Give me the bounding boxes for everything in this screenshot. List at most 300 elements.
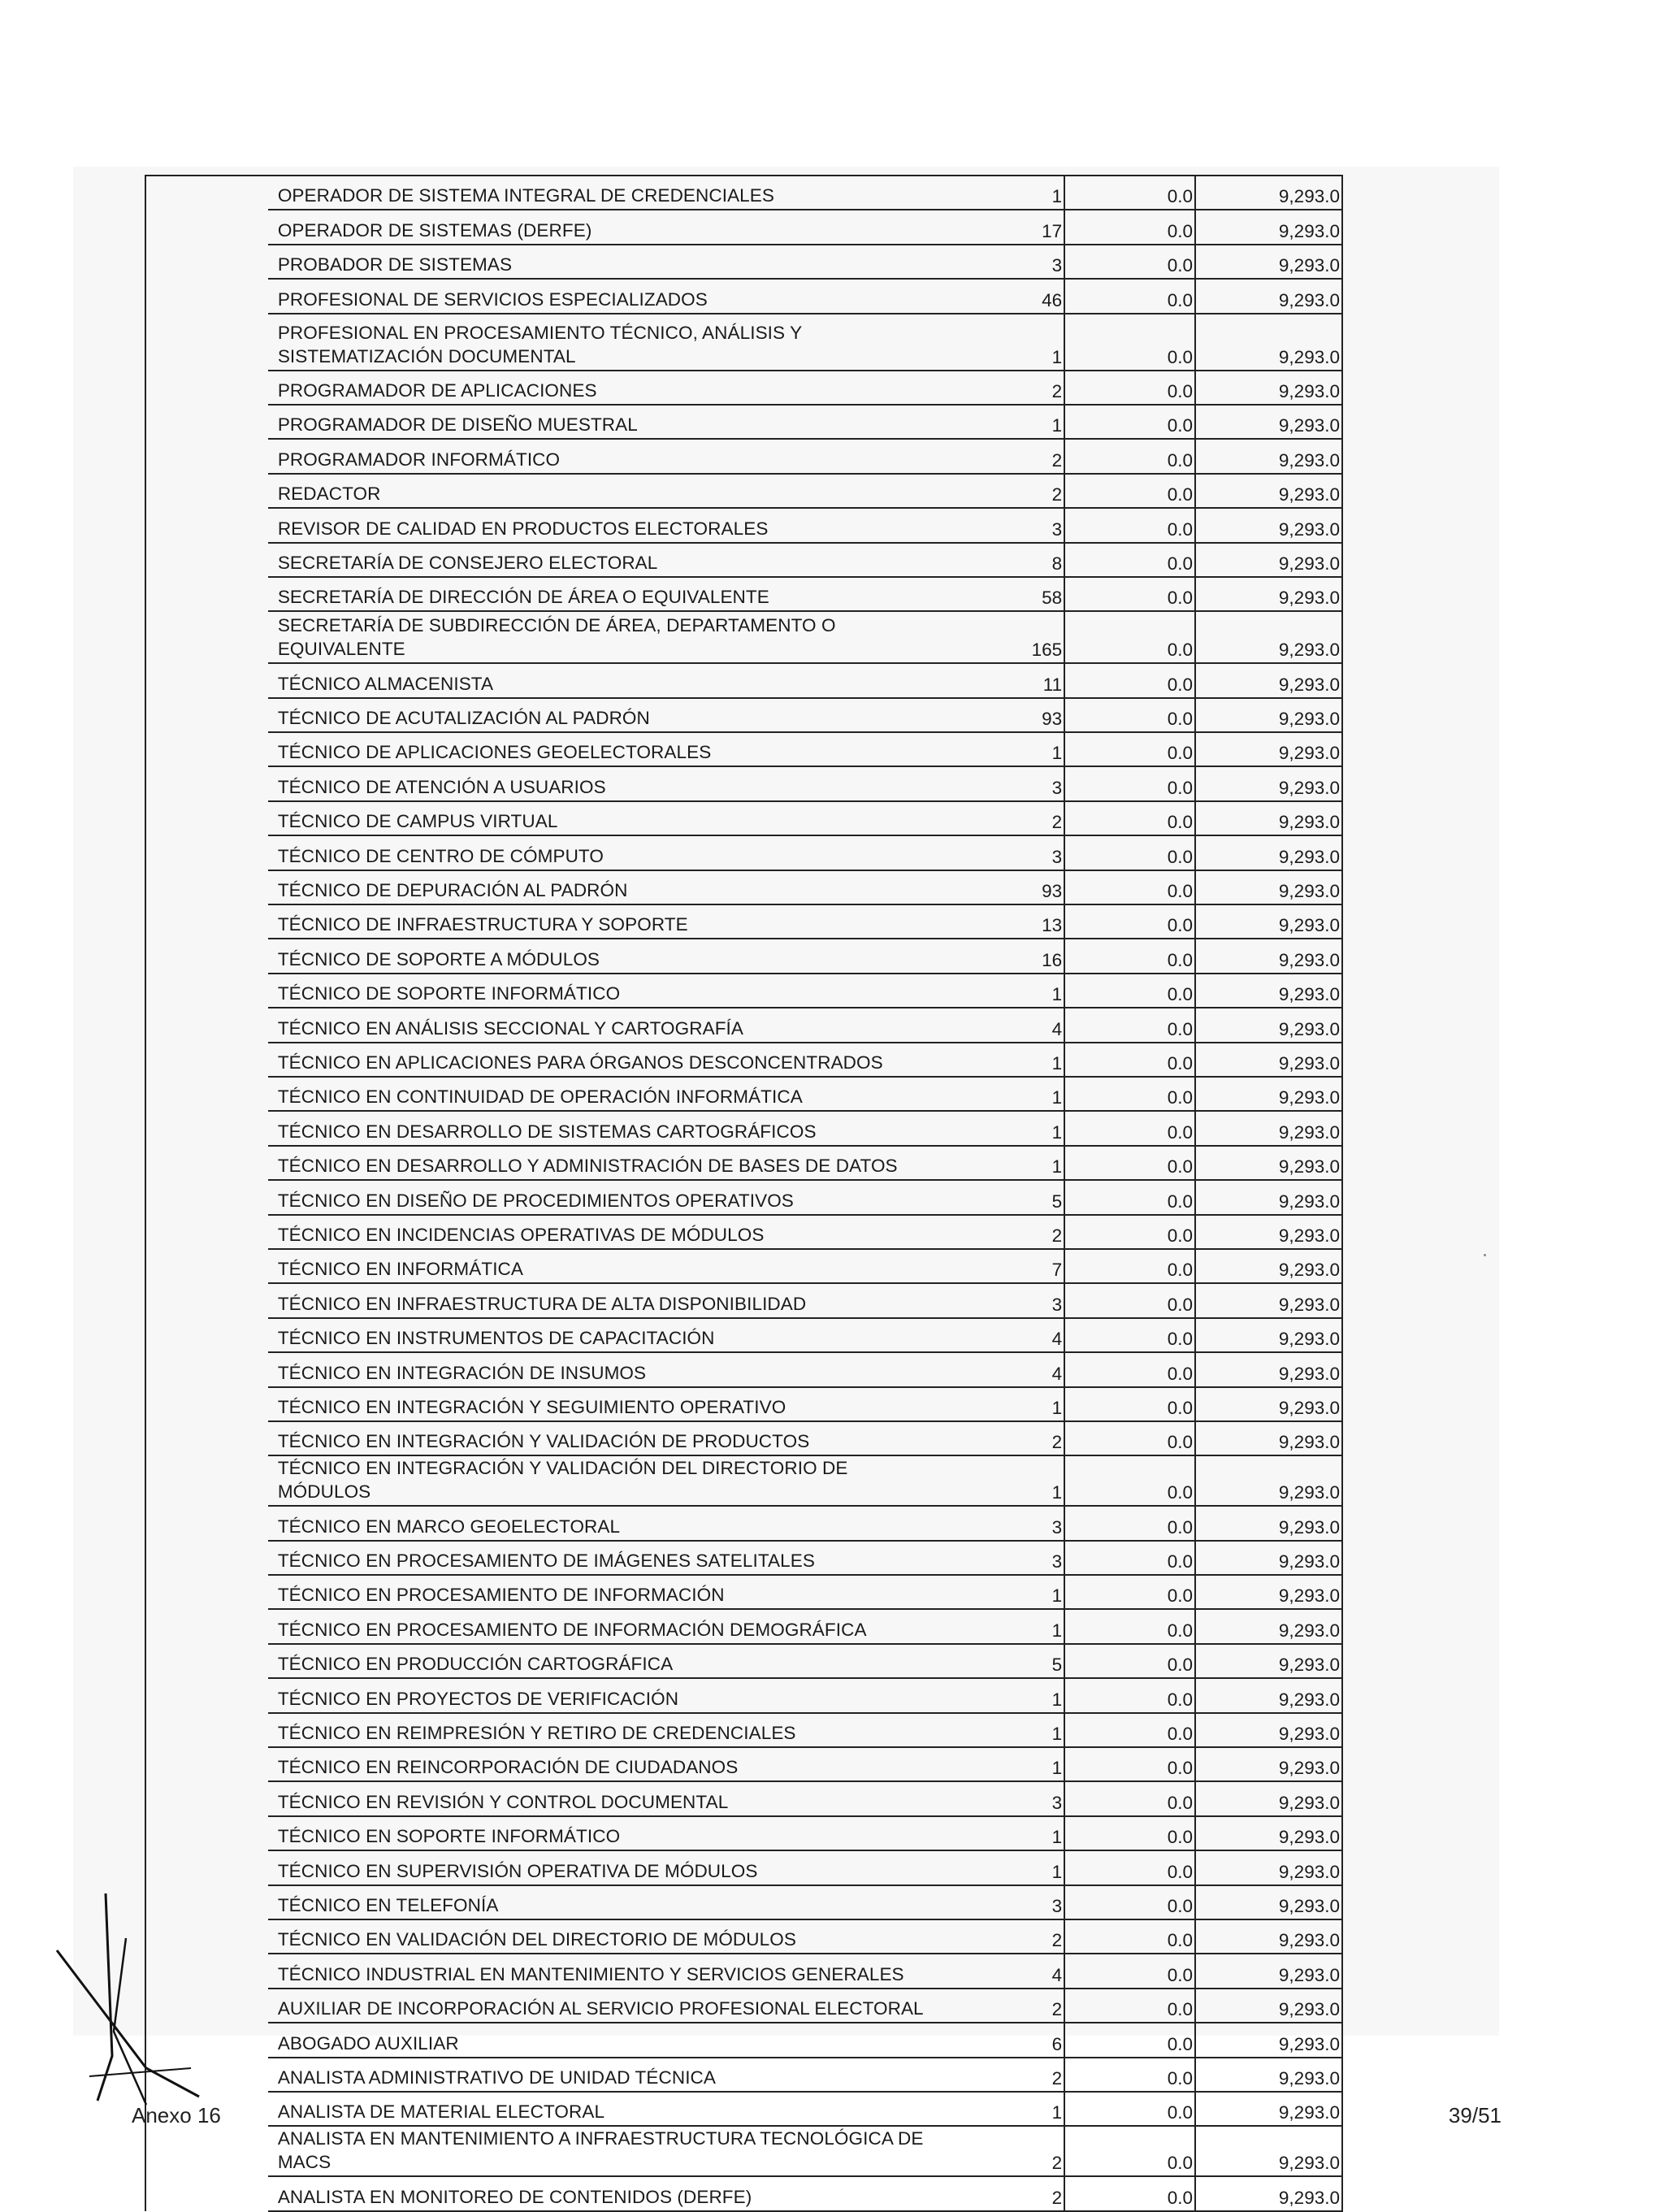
position-name: TÉCNICO EN SOPORTE INFORMÁTICO <box>268 1816 934 1850</box>
amount-a: 0.0 <box>1064 1885 1195 1919</box>
amount-b: 9,293.0 <box>1195 2176 1342 2210</box>
table-row <box>145 766 1342 800</box>
position-count: 165 <box>934 611 1064 663</box>
position-count: 1 <box>934 732 1064 766</box>
position-count: 1 <box>934 1609 1064 1643</box>
table-row <box>145 1919 1342 1954</box>
row-indent-cell <box>145 904 268 939</box>
amount-b: 9,293.0 <box>1195 1747 1342 1781</box>
amount-b: 9,293.0 <box>1195 1455 1342 1506</box>
row-indent-cell <box>145 1180 268 1214</box>
position-name: TÉCNICO EN INTEGRACIÓN Y VALIDACIÓN DE PRODUCTOS <box>268 1421 934 1455</box>
amount-b: 9,293.0 <box>1195 176 1342 210</box>
row-indent-cell <box>145 1421 268 1455</box>
amount-b: 9,293.0 <box>1195 1180 1342 1214</box>
row-indent-cell <box>145 1249 268 1283</box>
position-name: PROGRAMADOR DE DISEÑO MUESTRAL <box>268 405 934 439</box>
row-indent-cell <box>145 1747 268 1781</box>
amount-b: 9,293.0 <box>1195 1678 1342 1712</box>
position-name: ANALISTA ADMINISTRATIVO DE UNIDAD TÉCNICA <box>268 2058 934 2092</box>
amount-b: 9,293.0 <box>1195 698 1342 732</box>
amount-a: 0.0 <box>1064 2126 1195 2176</box>
table-row <box>145 1609 1342 1643</box>
position-name: TÉCNICO DE ATENCIÓN A USUARIOS <box>268 766 934 800</box>
position-name: AUXILIAR DE INCORPORACIÓN AL SERVICIO PROFESIONAL ELECTORAL <box>268 1989 934 2023</box>
position-count: 16 <box>934 939 1064 973</box>
amount-b: 9,293.0 <box>1195 1575 1342 1609</box>
position-name: TÉCNICO EN INTEGRACIÓN Y VALIDACIÓN DEL DIRECTORIO DE MÓDULOS <box>268 1455 934 1506</box>
position-name: TÉCNICO DE CENTRO DE CÓMPUTO <box>268 835 934 870</box>
position-name: TÉCNICO EN PROCESAMIENTO DE IMÁGENES SATELITALES <box>268 1541 934 1575</box>
position-count: 4 <box>934 1008 1064 1042</box>
row-indent-cell <box>145 474 268 508</box>
row-indent-cell <box>145 1352 268 1386</box>
amount-a: 0.0 <box>1064 870 1195 904</box>
table-row <box>145 577 1342 611</box>
position-count: 1 <box>934 1747 1064 1781</box>
table-row <box>145 1713 1342 1747</box>
amount-a: 0.0 <box>1064 1455 1195 1506</box>
table-row <box>145 698 1342 732</box>
position-count: 2 <box>934 2058 1064 2092</box>
table-row <box>145 1455 1342 1506</box>
row-indent-cell <box>145 439 268 473</box>
position-name: ANALISTA EN MONITOREO DE CONTENIDOS (DERFE) <box>268 2176 934 2210</box>
amount-b: 9,293.0 <box>1195 1215 1342 1249</box>
amount-a: 0.0 <box>1064 1506 1195 1540</box>
table-row <box>145 474 1342 508</box>
table-row <box>145 405 1342 439</box>
amount-b: 9,293.0 <box>1195 474 1342 508</box>
row-indent-cell <box>145 1678 268 1712</box>
table-row <box>145 210 1342 244</box>
position-count: 3 <box>934 1885 1064 1919</box>
amount-b: 9,293.0 <box>1195 1919 1342 1954</box>
amount-b: 9,293.0 <box>1195 904 1342 939</box>
amount-a: 0.0 <box>1064 245 1195 279</box>
position-name: TÉCNICO INDUSTRIAL EN MANTENIMIENTO Y SERVICIOS GENERALES <box>268 1954 934 1988</box>
position-name: TÉCNICO ALMACENISTA <box>268 663 934 697</box>
position-name: SECRETARÍA DE DIRECCIÓN DE ÁREA O EQUIVALENTE <box>268 577 934 611</box>
amount-b: 9,293.0 <box>1195 1541 1342 1575</box>
position-name: PROFESIONAL EN PROCESAMIENTO TÉCNICO, ANÁLISIS Y SISTEMATIZACIÓN DOCUMENTAL <box>268 314 934 371</box>
amount-b: 9,293.0 <box>1195 1077 1342 1111</box>
position-count: 46 <box>934 279 1064 313</box>
position-name: TÉCNICO EN REINCORPORACIÓN DE CIUDADANOS <box>268 1747 934 1781</box>
position-count: 3 <box>934 1541 1064 1575</box>
amount-a: 0.0 <box>1064 474 1195 508</box>
position-count: 1 <box>934 1077 1064 1111</box>
position-name: PROGRAMADOR DE APLICACIONES <box>268 371 934 405</box>
amount-b: 9,293.0 <box>1195 801 1342 835</box>
table-row <box>145 1249 1342 1283</box>
table-row <box>145 801 1342 835</box>
position-name: TÉCNICO EN VALIDACIÓN DEL DIRECTORIO DE MÓDULOS <box>268 1919 934 1954</box>
annex-label: Anexo 16 <box>132 2103 221 2127</box>
row-indent-cell <box>145 1215 268 1249</box>
amount-a: 0.0 <box>1064 210 1195 244</box>
amount-a: 0.0 <box>1064 1644 1195 1678</box>
amount-a: 0.0 <box>1064 663 1195 697</box>
amount-a: 0.0 <box>1064 766 1195 800</box>
amount-b: 9,293.0 <box>1195 577 1342 611</box>
position-count: 1 <box>934 1111 1064 1145</box>
table-row <box>145 1008 1342 1042</box>
amount-a: 0.0 <box>1064 1077 1195 1111</box>
position-count: 7 <box>934 1249 1064 1283</box>
position-name: TÉCNICO EN DESARROLLO Y ADMINISTRACIÓN DE BASES DE DATOS <box>268 1146 934 1180</box>
position-count: 1 <box>934 1146 1064 1180</box>
position-count: 1 <box>934 1850 1064 1885</box>
positions-table <box>145 175 1343 2212</box>
amount-b: 9,293.0 <box>1195 1318 1342 1352</box>
amount-a: 0.0 <box>1064 1111 1195 1145</box>
position-name: TÉCNICO EN REIMPRESIÓN Y RETIRO DE CREDENCIALES <box>268 1713 934 1747</box>
row-indent-cell <box>145 1043 268 1077</box>
position-name: REVISOR DE CALIDAD EN PRODUCTOS ELECTORALES <box>268 508 934 542</box>
row-indent-cell <box>145 405 268 439</box>
position-count: 1 <box>934 405 1064 439</box>
table-row <box>145 1541 1342 1575</box>
position-name: TÉCNICO EN REVISIÓN Y CONTROL DOCUMENTAL <box>268 1781 934 1815</box>
table-row <box>145 2023 1342 2057</box>
amount-a: 0.0 <box>1064 176 1195 210</box>
amount-b: 9,293.0 <box>1195 508 1342 542</box>
position-count: 93 <box>934 870 1064 904</box>
row-indent-cell <box>145 1816 268 1850</box>
table-row <box>145 1352 1342 1386</box>
amount-b: 9,293.0 <box>1195 1043 1342 1077</box>
position-name: TÉCNICO EN PRODUCCIÓN CARTOGRÁFICA <box>268 1644 934 1678</box>
row-indent-cell <box>145 974 268 1008</box>
table-row <box>145 2058 1342 2092</box>
table-row <box>145 904 1342 939</box>
row-indent-cell <box>145 1008 268 1042</box>
position-name: TÉCNICO EN INFRAESTRUCTURA DE ALTA DISPONIBILIDAD <box>268 1283 934 1317</box>
position-name: TÉCNICO DE INFRAESTRUCTURA Y SOPORTE <box>268 904 934 939</box>
amount-b: 9,293.0 <box>1195 2092 1342 2126</box>
table-row <box>145 1747 1342 1781</box>
amount-a: 0.0 <box>1064 1146 1195 1180</box>
amount-a: 0.0 <box>1064 1954 1195 1988</box>
table-row <box>145 1816 1342 1850</box>
amount-b: 9,293.0 <box>1195 245 1342 279</box>
table-row <box>145 1043 1342 1077</box>
position-name: ANALISTA EN MANTENIMIENTO A INFRAESTRUCTURA TECNOLÓGICA DE MACS <box>268 2126 934 2176</box>
row-indent-cell <box>145 371 268 405</box>
row-indent-cell <box>145 1455 268 1506</box>
position-name: TÉCNICO EN DISEÑO DE PROCEDIMIENTOS OPERATIVOS <box>268 1180 934 1214</box>
row-indent-cell <box>145 870 268 904</box>
amount-a: 0.0 <box>1064 1249 1195 1283</box>
position-count: 1 <box>934 1575 1064 1609</box>
position-name: TÉCNICO EN MARCO GEOELECTORAL <box>268 1506 934 1540</box>
position-name: OPERADOR DE SISTEMAS (DERFE) <box>268 210 934 244</box>
table-row <box>145 1678 1342 1712</box>
table-row <box>145 1077 1342 1111</box>
position-count: 3 <box>934 766 1064 800</box>
position-count: 1 <box>934 1387 1064 1421</box>
amount-a: 0.0 <box>1064 543 1195 577</box>
amount-a: 0.0 <box>1064 1989 1195 2023</box>
row-indent-cell <box>145 939 268 973</box>
position-name: TÉCNICO EN PROYECTOS DE VERIFICACIÓN <box>268 1678 934 1712</box>
amount-b: 9,293.0 <box>1195 1506 1342 1540</box>
position-name: TÉCNICO EN SUPERVISIÓN OPERATIVA DE MÓDULOS <box>268 1850 934 1885</box>
position-name: PROFESIONAL DE SERVICIOS ESPECIALIZADOS <box>268 279 934 313</box>
position-count: 1 <box>934 1043 1064 1077</box>
position-count: 1 <box>934 974 1064 1008</box>
amount-b: 9,293.0 <box>1195 1989 1342 2023</box>
position-count: 1 <box>934 2092 1064 2126</box>
row-indent-cell <box>145 2176 268 2210</box>
table-row <box>145 314 1342 371</box>
amount-a: 0.0 <box>1064 1919 1195 1954</box>
positions-table-container <box>145 175 1343 2212</box>
amount-b: 9,293.0 <box>1195 663 1342 697</box>
amount-a: 0.0 <box>1064 1713 1195 1747</box>
amount-a: 0.0 <box>1064 611 1195 663</box>
amount-b: 9,293.0 <box>1195 1352 1342 1386</box>
table-row <box>145 176 1342 210</box>
table-row <box>145 1989 1342 2023</box>
position-count: 3 <box>934 1781 1064 1815</box>
position-count: 3 <box>934 835 1064 870</box>
position-count: 2 <box>934 801 1064 835</box>
row-indent-cell <box>145 1318 268 1352</box>
table-row <box>145 543 1342 577</box>
position-name: OPERADOR DE SISTEMA INTEGRAL DE CREDENCIALES <box>268 176 934 210</box>
position-name: PROGRAMADOR INFORMÁTICO <box>268 439 934 473</box>
row-indent-cell <box>145 508 268 542</box>
amount-a: 0.0 <box>1064 439 1195 473</box>
amount-a: 0.0 <box>1064 1387 1195 1421</box>
table-row <box>145 279 1342 313</box>
amount-a: 0.0 <box>1064 1421 1195 1455</box>
table-row <box>145 2176 1342 2210</box>
position-name: TÉCNICO EN INFORMÁTICA <box>268 1249 934 1283</box>
position-name: ABOGADO AUXILIAR <box>268 2023 934 2057</box>
row-indent-cell <box>145 732 268 766</box>
row-indent-cell <box>145 210 268 244</box>
position-name: TÉCNICO EN INSTRUMENTOS DE CAPACITACIÓN <box>268 1318 934 1352</box>
table-row <box>145 663 1342 697</box>
position-name: TÉCNICO DE SOPORTE A MÓDULOS <box>268 939 934 973</box>
amount-a: 0.0 <box>1064 1850 1195 1885</box>
amount-b: 9,293.0 <box>1195 439 1342 473</box>
table-row <box>145 939 1342 973</box>
table-row <box>145 2126 1342 2176</box>
row-indent-cell <box>145 2126 268 2176</box>
table-row <box>145 2092 1342 2126</box>
amount-a: 0.0 <box>1064 279 1195 313</box>
position-count: 1 <box>934 1678 1064 1712</box>
amount-b: 9,293.0 <box>1195 1954 1342 1988</box>
amount-b: 9,293.0 <box>1195 1885 1342 1919</box>
table-row <box>145 1850 1342 1885</box>
amount-b: 9,293.0 <box>1195 1111 1342 1145</box>
amount-b: 9,293.0 <box>1195 2126 1342 2176</box>
amount-b: 9,293.0 <box>1195 1146 1342 1180</box>
position-name: TÉCNICO DE DEPURACIÓN AL PADRÓN <box>268 870 934 904</box>
table-row <box>145 245 1342 279</box>
table-row <box>145 371 1342 405</box>
amount-a: 0.0 <box>1064 732 1195 766</box>
position-count: 2 <box>934 2126 1064 2176</box>
amount-a: 0.0 <box>1064 405 1195 439</box>
amount-a: 0.0 <box>1064 1215 1195 1249</box>
amount-b: 9,293.0 <box>1195 1644 1342 1678</box>
position-count: 2 <box>934 2176 1064 2210</box>
position-name: TÉCNICO EN INTEGRACIÓN Y SEGUIMIENTO OPERATIVO <box>268 1387 934 1421</box>
amount-b: 9,293.0 <box>1195 1008 1342 1042</box>
position-count: 2 <box>934 1215 1064 1249</box>
row-indent-cell <box>145 1644 268 1678</box>
position-count: 3 <box>934 1283 1064 1317</box>
position-name: TÉCNICO DE CAMPUS VIRTUAL <box>268 801 934 835</box>
row-indent-cell <box>145 314 268 371</box>
position-name: TÉCNICO EN CONTINUIDAD DE OPERACIÓN INFORMÁTICA <box>268 1077 934 1111</box>
amount-b: 9,293.0 <box>1195 1421 1342 1455</box>
position-count: 6 <box>934 2023 1064 2057</box>
position-name: TÉCNICO DE APLICACIONES GEOELECTORALES <box>268 732 934 766</box>
position-count: 4 <box>934 1352 1064 1386</box>
amount-a: 0.0 <box>1064 1318 1195 1352</box>
scan-speck <box>1484 1254 1486 1256</box>
signature-mark <box>49 1893 203 2113</box>
position-name: TÉCNICO EN ANÁLISIS SECCIONAL Y CARTOGRAFÍA <box>268 1008 934 1042</box>
position-count: 8 <box>934 543 1064 577</box>
amount-a: 0.0 <box>1064 371 1195 405</box>
row-indent-cell <box>145 1781 268 1815</box>
position-count: 2 <box>934 1919 1064 1954</box>
position-count: 2 <box>934 1421 1064 1455</box>
amount-a: 0.0 <box>1064 904 1195 939</box>
position-count: 2 <box>934 1989 1064 2023</box>
amount-b: 9,293.0 <box>1195 766 1342 800</box>
amount-b: 9,293.0 <box>1195 835 1342 870</box>
row-indent-cell <box>145 1575 268 1609</box>
row-indent-cell <box>145 245 268 279</box>
amount-a: 0.0 <box>1064 801 1195 835</box>
table-row <box>145 1575 1342 1609</box>
table-row <box>145 1506 1342 1540</box>
amount-a: 0.0 <box>1064 1180 1195 1214</box>
amount-a: 0.0 <box>1064 1283 1195 1317</box>
amount-b: 9,293.0 <box>1195 1609 1342 1643</box>
position-count: 1 <box>934 1455 1064 1506</box>
position-count: 2 <box>934 474 1064 508</box>
row-indent-cell <box>145 801 268 835</box>
amount-b: 9,293.0 <box>1195 2023 1342 2057</box>
amount-b: 9,293.0 <box>1195 1850 1342 1885</box>
row-indent-cell <box>145 1077 268 1111</box>
position-name: TÉCNICO EN TELEFONÍA <box>268 1885 934 1919</box>
position-name: TÉCNICO EN PROCESAMIENTO DE INFORMACIÓN <box>268 1575 934 1609</box>
position-name: TÉCNICO EN PROCESAMIENTO DE INFORMACIÓN DEMOGRÁFICA <box>268 1609 934 1643</box>
position-count: 1 <box>934 176 1064 210</box>
row-indent-cell <box>145 1146 268 1180</box>
row-indent-cell <box>145 1387 268 1421</box>
row-indent-cell <box>145 1283 268 1317</box>
amount-a: 0.0 <box>1064 1609 1195 1643</box>
row-indent-cell <box>145 279 268 313</box>
amount-b: 9,293.0 <box>1195 371 1342 405</box>
position-name: TÉCNICO EN DESARROLLO DE SISTEMAS CARTOGRÁFICOS <box>268 1111 934 1145</box>
table-row <box>145 508 1342 542</box>
table-row <box>145 1885 1342 1919</box>
amount-a: 0.0 <box>1064 1352 1195 1386</box>
row-indent-cell <box>145 611 268 663</box>
amount-b: 9,293.0 <box>1195 1387 1342 1421</box>
table-row <box>145 1421 1342 1455</box>
position-count: 2 <box>934 371 1064 405</box>
position-count: 13 <box>934 904 1064 939</box>
amount-a: 0.0 <box>1064 1541 1195 1575</box>
amount-a: 0.0 <box>1064 2058 1195 2092</box>
position-count: 3 <box>934 508 1064 542</box>
amount-a: 0.0 <box>1064 835 1195 870</box>
position-name: ANALISTA DE MATERIAL ELECTORAL <box>268 2092 934 2126</box>
row-indent-cell <box>145 835 268 870</box>
amount-b: 9,293.0 <box>1195 611 1342 663</box>
amount-b: 9,293.0 <box>1195 543 1342 577</box>
amount-a: 0.0 <box>1064 314 1195 371</box>
amount-a: 0.0 <box>1064 1781 1195 1815</box>
amount-b: 9,293.0 <box>1195 2058 1342 2092</box>
table-row <box>145 1215 1342 1249</box>
amount-b: 9,293.0 <box>1195 1816 1342 1850</box>
table-row <box>145 732 1342 766</box>
position-name: TÉCNICO EN APLICACIONES PARA ÓRGANOS DESCONCENTRADOS <box>268 1043 934 1077</box>
row-indent-cell <box>145 698 268 732</box>
row-indent-cell <box>145 1850 268 1885</box>
amount-a: 0.0 <box>1064 1678 1195 1712</box>
position-name: TÉCNICO EN INTEGRACIÓN DE INSUMOS <box>268 1352 934 1386</box>
table-row <box>145 1644 1342 1678</box>
amount-b: 9,293.0 <box>1195 732 1342 766</box>
row-indent-cell <box>145 663 268 697</box>
table-row <box>145 1146 1342 1180</box>
amount-b: 9,293.0 <box>1195 1781 1342 1815</box>
table-row <box>145 1781 1342 1815</box>
amount-a: 0.0 <box>1064 2176 1195 2210</box>
amount-a: 0.0 <box>1064 2023 1195 2057</box>
position-count: 2 <box>934 439 1064 473</box>
position-count: 3 <box>934 245 1064 279</box>
table-row <box>145 1111 1342 1145</box>
position-name: TÉCNICO DE ACUTALIZACIÓN AL PADRÓN <box>268 698 934 732</box>
position-count: 5 <box>934 1180 1064 1214</box>
amount-b: 9,293.0 <box>1195 1283 1342 1317</box>
position-name: REDACTOR <box>268 474 934 508</box>
row-indent-cell <box>145 1506 268 1540</box>
row-indent-cell <box>145 176 268 210</box>
table-row <box>145 439 1342 473</box>
positions-table-body <box>145 176 1342 2211</box>
position-name: TÉCNICO EN INCIDENCIAS OPERATIVAS DE MÓDULOS <box>268 1215 934 1249</box>
amount-a: 0.0 <box>1064 577 1195 611</box>
position-count: 4 <box>934 1954 1064 1988</box>
amount-a: 0.0 <box>1064 974 1195 1008</box>
table-row <box>145 1954 1342 1988</box>
page-number: 39/51 <box>1448 2103 1502 2127</box>
row-indent-cell <box>145 1541 268 1575</box>
amount-b: 9,293.0 <box>1195 870 1342 904</box>
position-count: 1 <box>934 1713 1064 1747</box>
position-count: 1 <box>934 1816 1064 1850</box>
amount-b: 9,293.0 <box>1195 1249 1342 1283</box>
